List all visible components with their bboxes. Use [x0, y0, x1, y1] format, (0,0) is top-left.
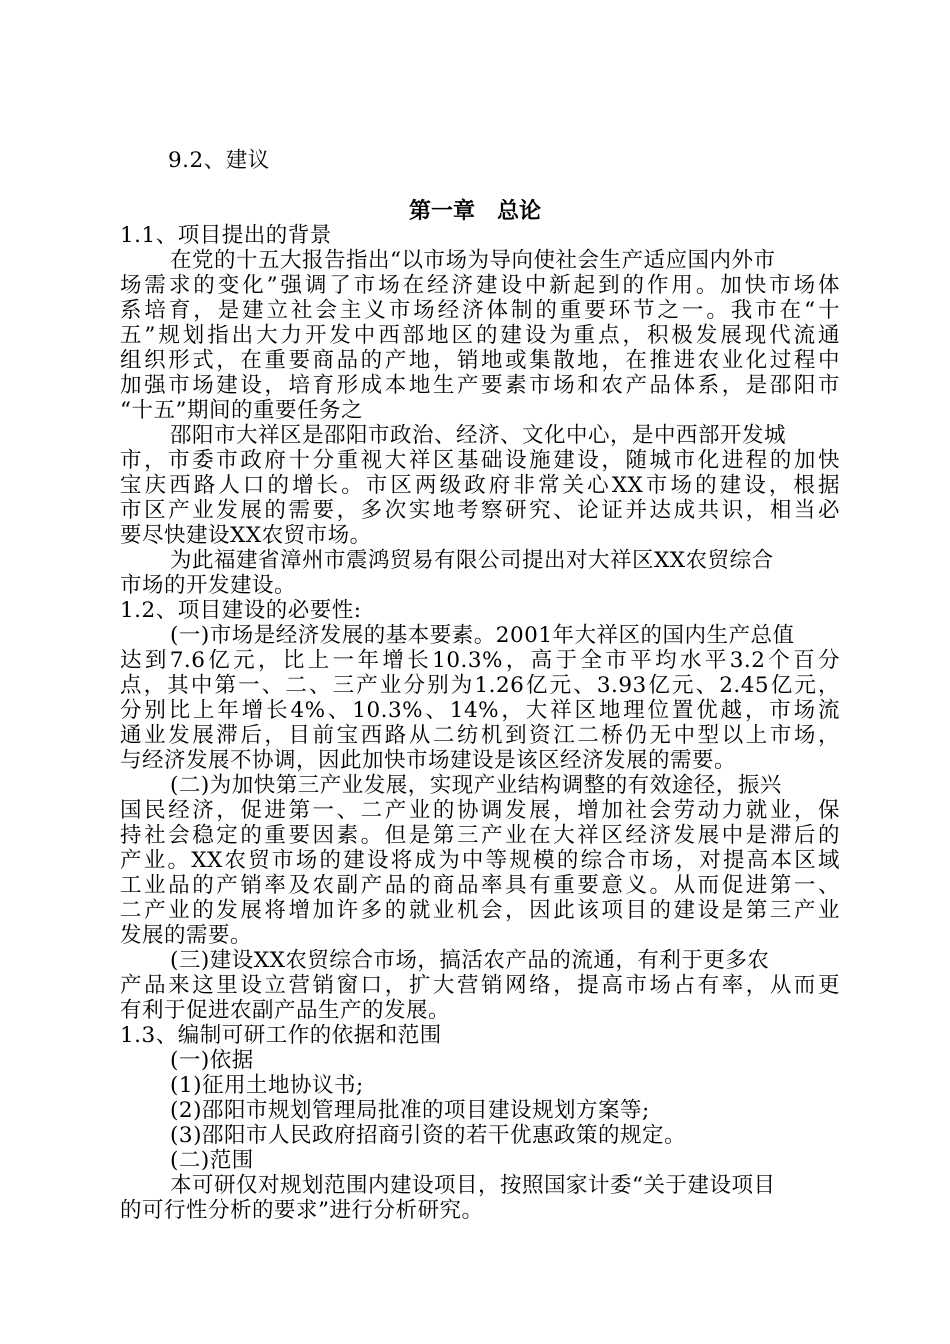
paragraph-line: 五”规划指出大力开发中西部地区的建设为重点，积极发展现代流通	[120, 323, 840, 348]
paragraph-line: 要尽快建设XX农贸市场。	[120, 523, 372, 548]
paragraph-line: 达到7.6亿元，比上一年增长10.3%，高于全市平均水平3.2个百分	[120, 648, 840, 673]
paragraph-line: 与经济发展不协调，因此加快市场建设是该区经济发展的需要。	[120, 748, 737, 773]
paragraph-line: 发展的需要。	[120, 923, 253, 948]
section-heading: 1.3、编制可研工作的依据和范围	[120, 1023, 442, 1048]
paragraph-line: 市区产业发展的需要，多次实地考察研究、论证并达成共识，相当必	[120, 498, 840, 523]
paragraph-line: 工业品的产销率及农副产品的商品率具有重要意义。从而促进第一、	[120, 873, 840, 898]
paragraph-line: (三)建设XX农贸综合市场，搞活农产品的流通，有利于更多农	[170, 948, 770, 973]
paragraph-line: 组织形式，在重要商品的产地，销地或集散地，在推进农业化过程中	[120, 348, 840, 373]
paragraph-line: 为此福建省漳州市震鸿贸易有限公司提出对大祥区XX农贸综合	[170, 548, 774, 573]
paragraph-line: 市，市委市政府十分重视大祥区基础设施建设，随城市化进程的加快	[120, 448, 840, 473]
toc-entry: 9.2、建议	[168, 148, 270, 173]
paragraph-line: 在党的十五大报告指出“以市场为导向使社会生产适应国内外市	[170, 248, 776, 273]
paragraph-line: (二)为加快第三产业发展，实现产业结构调整的有效途径，振兴	[170, 773, 782, 798]
paragraph-line: 市场的开发建设。	[120, 573, 297, 598]
paragraph-line: 有利于促进农副产品生产的发展。	[120, 998, 451, 1023]
subheading: (一)依据	[170, 1048, 254, 1073]
paragraph-line: 的可行性分析的要求”进行分析研究。	[120, 1198, 484, 1223]
paragraph-line: 通业发展滞后，目前宝西路从二纺机到资江二桥仍无中型以上市场，	[120, 723, 840, 748]
paragraph-line: 点，其中第一、二、三产业分别为1.26亿元、3.93亿元、2.45亿元，	[120, 673, 840, 698]
paragraph-line: 本可研仅对规划范围内建设项目，按照国家计委“关于建设项目	[170, 1173, 776, 1198]
paragraph-line: 场需求的变化”强调了市场在经济建设中新起到的作用。加快市场体	[120, 273, 840, 298]
paragraph-line: 邵阳市大祥区是邵阳市政治、经济、文化中心，是中西部开发城	[170, 423, 787, 448]
paragraph-line: 系培育，是建立社会主义市场经济体制的重要环节之一。我市在“十	[120, 298, 840, 323]
section-heading: 1.2、项目建设的必要性:	[120, 598, 362, 623]
subheading: (二)范围	[170, 1148, 254, 1173]
paragraph-line: 产品来这里设立营销窗口，扩大营销网络，提高市场占有率，从而更	[120, 973, 840, 998]
section-heading: 1.1、项目提出的背景	[120, 223, 332, 248]
paragraph-line: 分别比上年增长4%、10.3%、14%，大祥区地理位置优越，市场流	[120, 698, 840, 723]
paragraph-line: 国民经济，促进第一、二产业的协调发展，增加社会劳动力就业，保	[120, 798, 840, 823]
paragraph-line: 产业。XX农贸市场的建设将成为中等规模的综合市场，对提高本区域	[120, 848, 840, 873]
paragraph-line: “十五”期间的重要任务之	[120, 398, 363, 423]
list-item: (3)邵阳市人民政府招商引资的若干优惠政策的规定。	[170, 1123, 686, 1148]
list-item: (2)邵阳市规划管理局批准的项目建设规划方案等;	[170, 1098, 650, 1123]
paragraph-line: 加强市场建设，培育形成本地生产要素市场和农产品体系，是邵阳市	[120, 373, 840, 398]
paragraph-line: 宝庆西路人口的增长。市区两级政府非常关心XX市场的建设，根据	[120, 473, 840, 498]
paragraph-line: (一)市场是经济发展的基本要素。2001年大祥区的国内生产总值	[170, 623, 795, 648]
paragraph-line: 二产业的发展将增加许多的就业机会，因此该项目的建设是第三产业	[120, 898, 840, 923]
list-item: (1)征用土地协议书;	[170, 1073, 364, 1098]
chapter-title: 第一章 总论	[408, 199, 541, 224]
paragraph-line: 持社会稳定的重要因素。但是第三产业在大祥区经济发展中是滞后的	[120, 823, 840, 848]
